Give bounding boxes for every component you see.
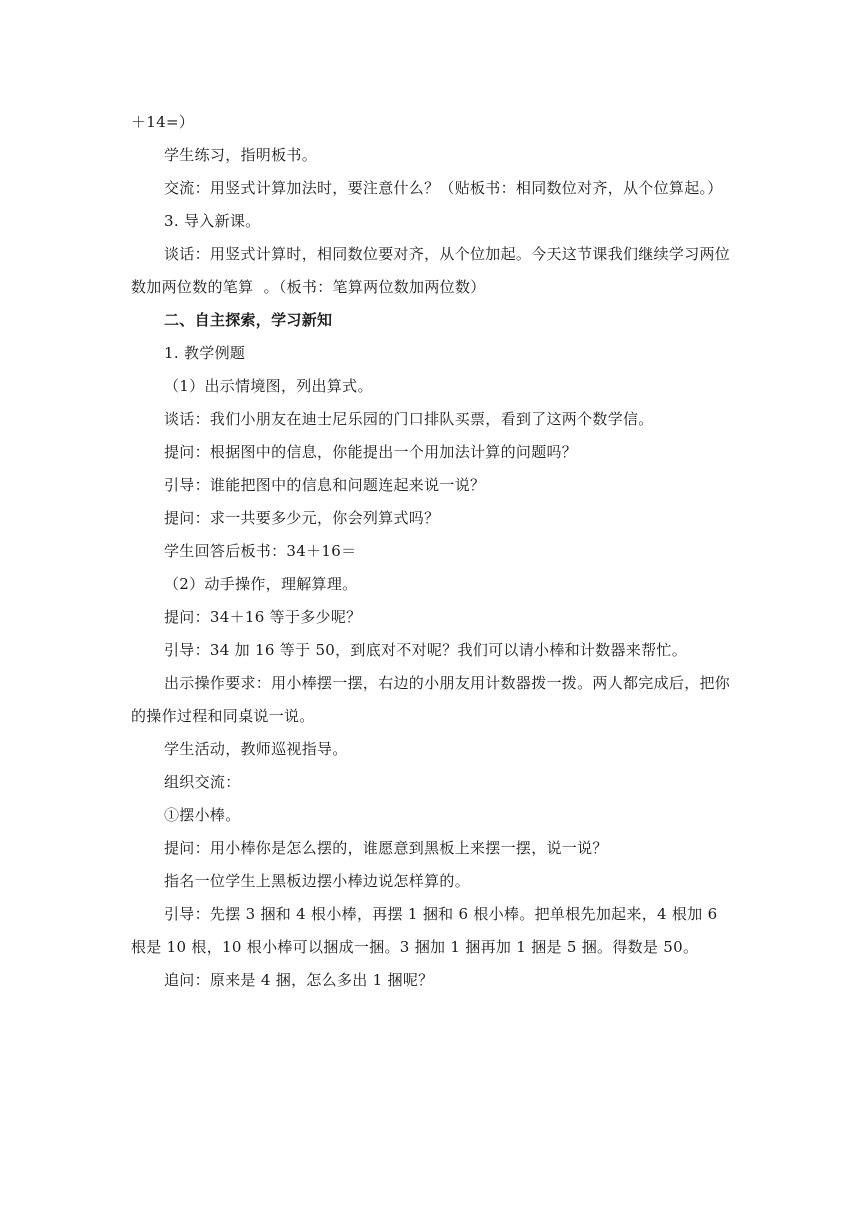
paragraph: 引导：先摆 3 捆和 4 根小棒，再摆 1 捆和 6 根小棒。把单根先加起来，4 根加 6 根是 10 根，10 根小棒可以捆成一捆。3 捆加 1 捆再加 1 捆是 5 捆。得数是 50。: [131, 905, 723, 956]
paragraph: 3. 导入新课。: [164, 212, 261, 230]
paragraph: 组织交流：: [164, 773, 241, 791]
section-heading: 二、自主探索，学习新知: [164, 311, 333, 329]
paragraph: 提问：34＋16 等于多少呢？: [164, 608, 362, 626]
paragraph: 追问：原来是 4 捆，怎么多出 1 捆呢？: [164, 971, 434, 989]
paragraph: ①摆小棒。: [164, 806, 241, 824]
paragraph: 指名一位学生上黑板边摆小棒边说怎样算的。: [164, 872, 471, 890]
paragraph: （1）出示情境图，列出算式。: [164, 377, 373, 395]
paragraph: 引导：34 加 16 等于 50，到底对不对呢？我们可以请小棒和计数器来帮忙。: [164, 641, 688, 659]
paragraph: 交流：用竖式计算加法时，要注意什么？（贴板书：相同数位对齐，从个位算起。）: [164, 179, 723, 197]
paragraph: （2）动手操作，理解算理。: [164, 575, 358, 593]
paragraph: 谈话：我们小朋友在迪士尼乐园的门口排队买票，看到了这两个数学信。: [164, 410, 654, 428]
paragraph: 提问：求一共要多少元，你会列算式吗？: [164, 509, 440, 527]
paragraph: 谈话：用竖式计算时，相同数位要对齐，从个位加起。今天这节课我们继续学习两位数加两位数的笔算 。（板书：笔算两位数加两位数）: [131, 245, 731, 296]
paragraph: 出示操作要求：用小棒摆一摆，右边的小朋友用计数器拨一拨。两人都完成后，把你的操作过程和同桌说一说。: [131, 674, 731, 725]
document-body: [131, 106, 736, 997]
subsection-heading: 1. 教学例题: [164, 344, 246, 362]
paragraph: ＋14=）: [131, 113, 195, 131]
paragraph: 引导：谁能把图中的信息和问题连起来说一说？: [164, 476, 486, 494]
paragraph: 学生回答后板书：34＋16＝: [164, 542, 357, 560]
paragraph: 提问：用小棒你是怎么摆的，谁愿意到黑板上来摆一摆，说一说？: [164, 839, 608, 857]
paragraph: 提问：根据图中的信息，你能提出一个用加法计算的问题吗？: [164, 443, 578, 461]
paragraph: 学生练习，指明板书。: [164, 146, 318, 164]
paragraph: 学生活动，教师巡视指导。: [164, 740, 348, 758]
